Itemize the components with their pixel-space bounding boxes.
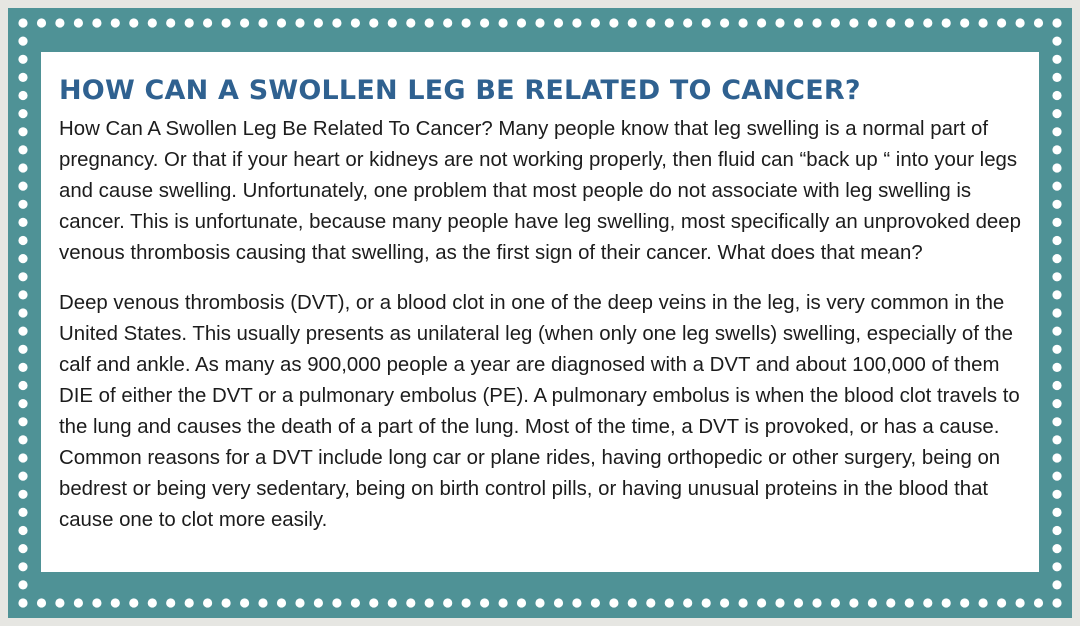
border-dot: [1052, 544, 1061, 553]
border-dot: [1052, 109, 1061, 118]
border-dot: [757, 598, 766, 607]
border-dot: [646, 598, 655, 607]
border-dot: [1052, 381, 1061, 390]
border-dot: [517, 18, 526, 27]
border-dot: [1052, 308, 1061, 317]
border-dot: [1052, 182, 1061, 191]
border-dot: [572, 18, 581, 27]
border-dot: [18, 163, 27, 172]
border-dot: [18, 55, 27, 64]
border-dot: [1052, 218, 1061, 227]
border-dot: [591, 18, 600, 27]
border-dot: [351, 598, 360, 607]
border-dot: [18, 109, 27, 118]
border-dot: [1052, 272, 1061, 281]
border-dot: [37, 18, 46, 27]
border-dot: [1052, 472, 1061, 481]
border-dot: [18, 37, 27, 46]
border-dot: [18, 218, 27, 227]
border-dot: [55, 598, 64, 607]
border-dot: [111, 598, 120, 607]
border-dot: [351, 18, 360, 27]
border-dot: [314, 598, 323, 607]
border-dot: [222, 598, 231, 607]
border-dot: [18, 327, 27, 336]
border-dot: [18, 580, 27, 589]
border-dot: [554, 598, 563, 607]
border-dot: [1052, 526, 1061, 535]
border-dot: [702, 598, 711, 607]
border-dot: [572, 598, 581, 607]
border-dot: [258, 18, 267, 27]
border-dot: [203, 598, 212, 607]
border-dot: [960, 598, 969, 607]
border-dot: [18, 526, 27, 535]
border-dot: [886, 18, 895, 27]
border-dot: [1052, 200, 1061, 209]
border-dot: [775, 598, 784, 607]
border-dot: [18, 453, 27, 462]
border-dot: [646, 18, 655, 27]
border-dot: [849, 598, 858, 607]
border-dot: [406, 18, 415, 27]
border-dot: [148, 598, 157, 607]
border-dot: [443, 598, 452, 607]
border-dot: [1034, 18, 1043, 27]
border-dot: [849, 18, 858, 27]
border-dot: [868, 18, 877, 27]
border-dot: [775, 18, 784, 27]
border-dot: [997, 18, 1006, 27]
article-panel: [41, 52, 1039, 572]
border-dot: [18, 182, 27, 191]
border-dot: [960, 18, 969, 27]
border-dot: [277, 598, 286, 607]
border-dot: [74, 598, 83, 607]
border-dot: [18, 308, 27, 317]
border-dot: [683, 18, 692, 27]
border-dot: [1052, 55, 1061, 64]
border-dot: [997, 598, 1006, 607]
border-dot: [535, 18, 544, 27]
border-dot: [18, 508, 27, 517]
border-dot: [111, 18, 120, 27]
border-dot: [18, 399, 27, 408]
border-dot: [554, 18, 563, 27]
border-dot: [1052, 37, 1061, 46]
border-dot: [665, 598, 674, 607]
border-dot: [425, 18, 434, 27]
border-dot: [203, 18, 212, 27]
border-dot: [332, 18, 341, 27]
border-dot: [18, 73, 27, 82]
border-dot: [1052, 327, 1061, 336]
border-dot: [609, 18, 618, 27]
border-dot: [812, 598, 821, 607]
border-dot: [388, 598, 397, 607]
border-dot: [18, 598, 27, 607]
border-dot: [665, 18, 674, 27]
article-title: HOW CAN A SWOLLEN LEG BE RELATED TO CANCER?: [59, 75, 861, 106]
border-dot: [480, 18, 489, 27]
border-dot: [1034, 598, 1043, 607]
border-dot: [942, 598, 951, 607]
article-paragraph-1: How Can A Swollen Leg Be Related To Cancer? Many people know that leg swelling is a normal part of pregnancy. Or that if your heart or kidneys are not working properly, then fluid can “back up “ into your legs and cause swelling. Unfortunately, one problem that most people do not associate with leg swelling is cancer. This is unfortunate, because many people have leg swelling, most specifically an unprovoked deep venous thrombosis causing that swelling, as the first sign of their cancer. What does that mean?: [59, 118, 1021, 264]
border-dot: [129, 598, 138, 607]
border-dot: [18, 272, 27, 281]
border-dot: [18, 417, 27, 426]
border-dot: [18, 435, 27, 444]
border-dot: [1052, 363, 1061, 372]
border-dot: [18, 490, 27, 499]
border-dot: [18, 472, 27, 481]
border-dot: [794, 18, 803, 27]
border-dot: [1052, 290, 1061, 299]
border-dot: [295, 598, 304, 607]
border-dot: [868, 598, 877, 607]
border-dot: [739, 598, 748, 607]
border-dot: [1016, 18, 1025, 27]
border-dot: [905, 598, 914, 607]
border-dot: [979, 18, 988, 27]
border-dot: [739, 18, 748, 27]
border-dot: [18, 127, 27, 136]
border-dot: [1052, 18, 1061, 27]
border-dot: [222, 18, 231, 27]
border-dot: [148, 18, 157, 27]
border-dot: [166, 18, 175, 27]
border-dot: [1052, 562, 1061, 571]
border-dot: [942, 18, 951, 27]
border-dot: [443, 18, 452, 27]
border-dot: [74, 18, 83, 27]
border-dot: [1052, 254, 1061, 263]
border-dot: [92, 18, 101, 27]
border-dot: [1052, 435, 1061, 444]
border-dot: [1052, 127, 1061, 136]
border-dot: [1052, 508, 1061, 517]
border-dot: [1052, 236, 1061, 245]
border-dot: [1052, 145, 1061, 154]
border-dot: [609, 598, 618, 607]
border-dot: [499, 18, 508, 27]
border-dot: [591, 598, 600, 607]
border-dot: [720, 18, 729, 27]
border-dot: [462, 598, 471, 607]
border-dot: [37, 598, 46, 607]
border-dot: [18, 562, 27, 571]
article-paragraph-2: Deep venous thrombosis (DVT), or a blood clot in one of the deep veins in the leg, is very common in the United States. This usually presents as unilateral leg (when only one leg swells) swelling, especially of the calf and ankle. As many as 900,000 people a year are diagnosed with a DVT and about 100,000 of them DIE of either the DVT or a pulmonary embolus (PE). A pulmonary embolus is when the blood clot travels to the lung and causes the death of a part of the lung. Most of the time, a DVT is provoked, or has a cause. Common reasons for a DVT include long car or plane rides, having orthopedic or other surgery, being on bedrest or being very sedentary, being on birth control pills, or having unusual proteins in the blood that cause one to clot more easily.: [59, 292, 1020, 531]
border-dot: [757, 18, 766, 27]
border-dot: [812, 18, 821, 27]
border-dot: [979, 598, 988, 607]
border-dot: [18, 363, 27, 372]
border-dot: [720, 598, 729, 607]
border-dot: [277, 18, 286, 27]
border-dot: [258, 598, 267, 607]
dotted-border-frame: [8, 8, 1072, 618]
border-dot: [1052, 598, 1061, 607]
border-dot: [406, 598, 415, 607]
border-dot: [923, 18, 932, 27]
border-dot: [923, 598, 932, 607]
border-dot: [535, 598, 544, 607]
border-dot: [18, 91, 27, 100]
border-dot: [1052, 345, 1061, 354]
border-dot: [240, 18, 249, 27]
border-dot: [18, 345, 27, 354]
border-dot: [18, 254, 27, 263]
border-dot: [1052, 580, 1061, 589]
border-dot: [831, 18, 840, 27]
border-dot: [425, 598, 434, 607]
border-dot: [185, 598, 194, 607]
border-dot: [480, 598, 489, 607]
border-dot: [1052, 399, 1061, 408]
border-dot: [18, 18, 27, 27]
border-dot: [18, 290, 27, 299]
border-dot: [905, 18, 914, 27]
border-dot: [831, 598, 840, 607]
border-dot: [683, 598, 692, 607]
border-dot: [628, 18, 637, 27]
border-dot: [628, 598, 637, 607]
border-dot: [18, 544, 27, 553]
border-dot: [388, 18, 397, 27]
border-dot: [1052, 417, 1061, 426]
border-dot: [499, 598, 508, 607]
border-dot: [185, 18, 194, 27]
border-dot: [1016, 598, 1025, 607]
border-dot: [18, 381, 27, 390]
border-dot: [55, 18, 64, 27]
border-dot: [295, 18, 304, 27]
border-dot: [18, 145, 27, 154]
border-dot: [369, 18, 378, 27]
border-dot: [794, 598, 803, 607]
border-dot: [129, 18, 138, 27]
border-dot: [1052, 73, 1061, 82]
border-dot: [462, 18, 471, 27]
border-dot: [1052, 490, 1061, 499]
border-dot: [886, 598, 895, 607]
border-dot: [18, 200, 27, 209]
border-dot: [1052, 163, 1061, 172]
border-dot: [369, 598, 378, 607]
border-dot: [702, 18, 711, 27]
border-dot: [166, 598, 175, 607]
border-dot: [314, 18, 323, 27]
border-dot: [1052, 91, 1061, 100]
border-dot: [332, 598, 341, 607]
border-dot: [92, 598, 101, 607]
border-dot: [18, 236, 27, 245]
border-dot: [517, 598, 526, 607]
border-dot: [240, 598, 249, 607]
border-dot: [1052, 453, 1061, 462]
